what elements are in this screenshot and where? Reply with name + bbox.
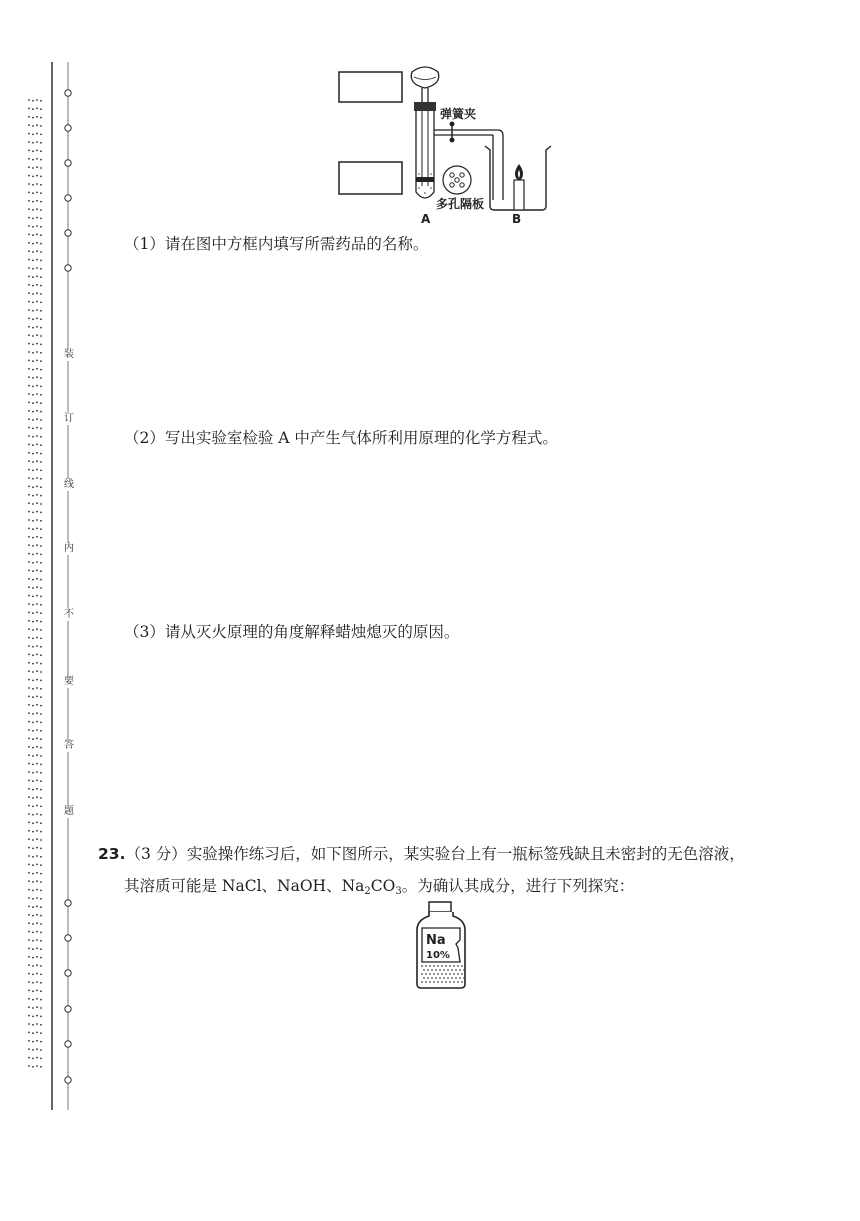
q23-line2: [124, 874, 634, 897]
q22-part1: （1）请在图中方框内填写所需药品的名称。: [124, 235, 429, 253]
bottle-percent: 10%: [426, 950, 450, 961]
clip-label: 弹簧夹: [440, 107, 477, 121]
dot-columns: [28, 99, 42, 1068]
beaker-label: B: [512, 212, 522, 226]
q23-line2-mid: CO: [370, 877, 396, 895]
bottle-label: Na: [426, 933, 446, 948]
tube-label: A: [421, 212, 431, 226]
binding-char: 答: [64, 740, 74, 751]
q22-part2: （2）写出实验室检验 A 中产生气体所利用原理的化学方程式。: [124, 429, 558, 447]
binding-char: 装: [64, 349, 74, 360]
q23-line1-text: （3 分）实验操作练习后，如下图所示，某实验台上有一瓶标签残缺且未密封的无色溶液，: [125, 845, 745, 863]
apparatus-figure: [330, 60, 560, 230]
subscript: 2: [364, 886, 371, 897]
binding-margin: [0, 0, 80, 1217]
binding-char: 题: [64, 806, 74, 817]
q23-line2-prefix: 其溶质可能是 NaCl、NaOH、Na: [124, 877, 365, 895]
q23-line2-suffix: 。为确认其成分，进行下列探究：: [401, 877, 635, 895]
q23-number: 23.: [98, 845, 126, 863]
reagent-bottle: [412, 900, 470, 992]
binding-char: 订: [64, 413, 74, 424]
answer-box-bottom[interactable]: [339, 162, 402, 194]
q22-part3: （3）请从灭火原理的角度解释蜡烛熄灭的原因。: [124, 623, 460, 641]
subscript: 3: [395, 886, 402, 897]
binding-char: 不: [64, 609, 74, 620]
binding-char: 内: [64, 543, 74, 554]
q23-line1: [98, 842, 745, 864]
answer-box-top[interactable]: [339, 72, 402, 102]
plate-label: 多孔隔板: [436, 197, 485, 211]
binding-char: 线: [64, 479, 74, 490]
binding-char: 要: [64, 676, 74, 687]
